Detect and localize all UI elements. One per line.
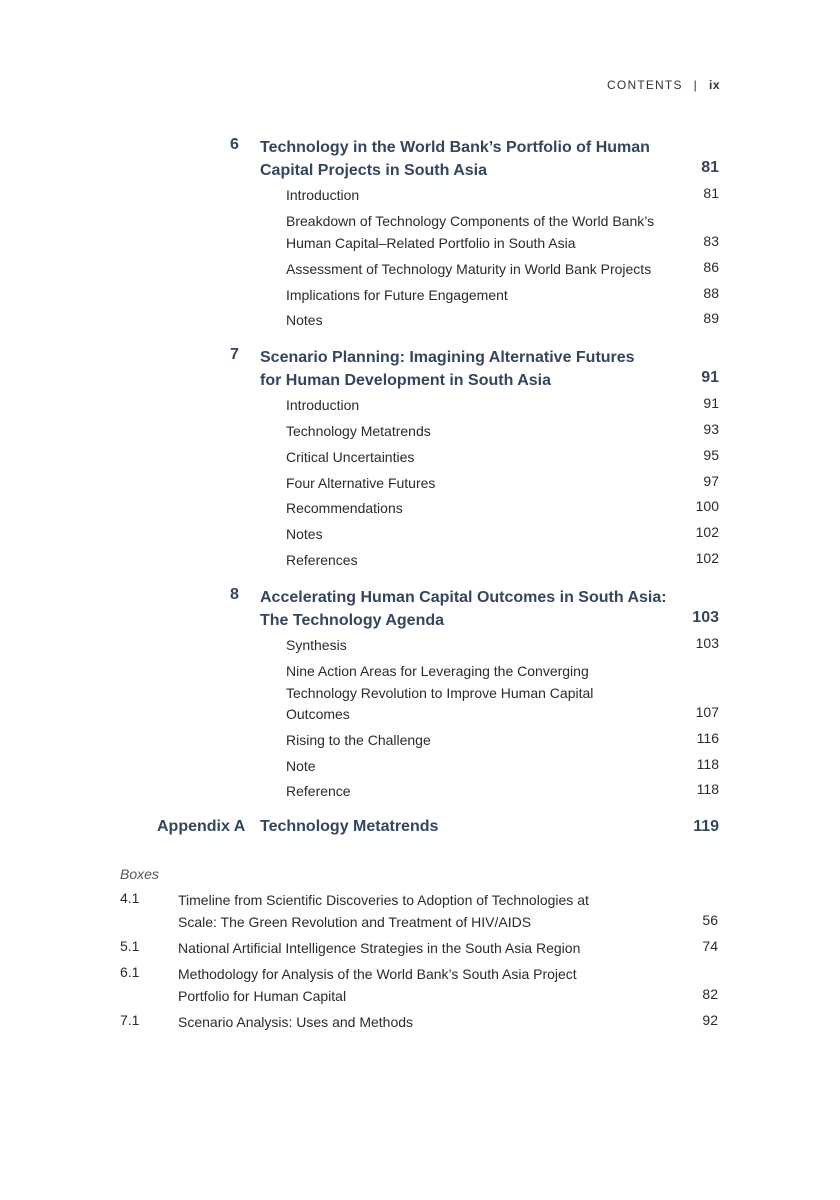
toc-entry-page: 102 bbox=[695, 550, 719, 566]
chapter-number: 8 bbox=[230, 586, 239, 603]
toc-entry-page: 102 bbox=[695, 524, 719, 540]
appendix-page: 119 bbox=[693, 818, 719, 835]
box-page: 56 bbox=[702, 912, 718, 928]
toc-entry: Note bbox=[286, 758, 316, 774]
appendix-title: Technology Metatrends bbox=[260, 818, 439, 835]
toc-entry-page: 107 bbox=[695, 704, 719, 720]
toc-entry: Synthesis bbox=[286, 637, 347, 653]
toc-entry-page: 118 bbox=[696, 781, 719, 797]
toc-entry-page: 93 bbox=[703, 421, 719, 437]
toc-entry: Notes bbox=[286, 526, 323, 542]
appendix-label: Appendix A bbox=[157, 818, 246, 835]
toc-entry-page: 95 bbox=[703, 447, 719, 463]
chapter-title: Technology in the World Bank’s Portfolio of Human Capital Projects in South Asia bbox=[260, 139, 650, 179]
box-number: 4.1 bbox=[120, 890, 140, 906]
toc-entry: Technology Metatrends bbox=[286, 423, 431, 439]
toc-entry-page: 83 bbox=[703, 233, 719, 249]
chapter-title: Scenario Planning: Imagining Alternative Futures for Human Development in South Asia bbox=[260, 349, 635, 389]
chapter-page: 91 bbox=[701, 369, 719, 386]
toc-entry: Nine Action Areas for Leveraging the Converging Technology Revolution to Improve Human Capital Outcomes bbox=[286, 663, 594, 722]
chapter-page: 103 bbox=[692, 609, 719, 626]
box-page: 74 bbox=[702, 938, 718, 954]
boxes-heading: Boxes bbox=[120, 866, 159, 882]
toc-entry: References bbox=[286, 552, 358, 568]
toc-entry: Rising to the Challenge bbox=[286, 732, 431, 748]
box-title: Scenario Analysis: Uses and Methods bbox=[178, 1014, 414, 1030]
chapter-number: 7 bbox=[230, 346, 239, 363]
toc-entry-page: 89 bbox=[703, 310, 719, 326]
running-head-separator: | bbox=[693, 78, 698, 92]
chapter-number: 6 bbox=[230, 136, 239, 153]
toc-entry-page: 116 bbox=[696, 730, 719, 746]
toc-entry: Critical Uncertainties bbox=[286, 449, 415, 465]
toc-entry-page: 88 bbox=[703, 285, 719, 301]
toc-entry-page: 103 bbox=[695, 635, 719, 651]
box-title: National Artificial Intelligence Strategies in the South Asia Region bbox=[178, 940, 581, 956]
toc-entry: Notes bbox=[286, 312, 323, 328]
toc-entry-page: 91 bbox=[703, 395, 719, 411]
running-head-section: CONTENTS bbox=[607, 78, 683, 92]
toc-entry: Implications for Future Engagement bbox=[286, 287, 508, 303]
box-number: 7.1 bbox=[120, 1012, 140, 1028]
chapter-title: Accelerating Human Capital Outcomes in South Asia: The Technology Agenda bbox=[260, 589, 667, 629]
toc-entry-page: 118 bbox=[696, 756, 719, 772]
toc-entry: Introduction bbox=[286, 187, 360, 203]
box-title: Timeline from Scientific Discoveries to Adoption of Technologies at Scale: The Green Revolution and Treatment of HIV/AIDS bbox=[178, 892, 589, 930]
toc-entry-page: 86 bbox=[703, 259, 719, 275]
toc-entry: Assessment of Technology Maturity in World Bank Projects bbox=[286, 261, 652, 277]
toc-entry-page: 81 bbox=[703, 185, 719, 201]
toc-entry: Reference bbox=[286, 783, 351, 799]
toc-entry: Introduction bbox=[286, 397, 360, 413]
toc-entry-page: 100 bbox=[695, 498, 719, 514]
box-number: 6.1 bbox=[120, 964, 140, 980]
running-head bbox=[607, 78, 720, 92]
toc-entry: Recommendations bbox=[286, 500, 403, 516]
running-head-page-number: ix bbox=[708, 78, 720, 92]
toc-entry: Breakdown of Technology Components of the World Bank’s Human Capital–Related Portfolio in South Asia bbox=[286, 213, 655, 251]
box-page: 82 bbox=[702, 986, 718, 1002]
box-number: 5.1 bbox=[120, 938, 140, 954]
chapter-page: 81 bbox=[701, 159, 719, 176]
toc-entry: Four Alternative Futures bbox=[286, 475, 436, 491]
box-title: Methodology for Analysis of the World Bank’s South Asia Project Portfolio for Human Capital bbox=[178, 966, 577, 1004]
toc-entry-page: 97 bbox=[703, 473, 719, 489]
box-page: 92 bbox=[702, 1012, 718, 1028]
